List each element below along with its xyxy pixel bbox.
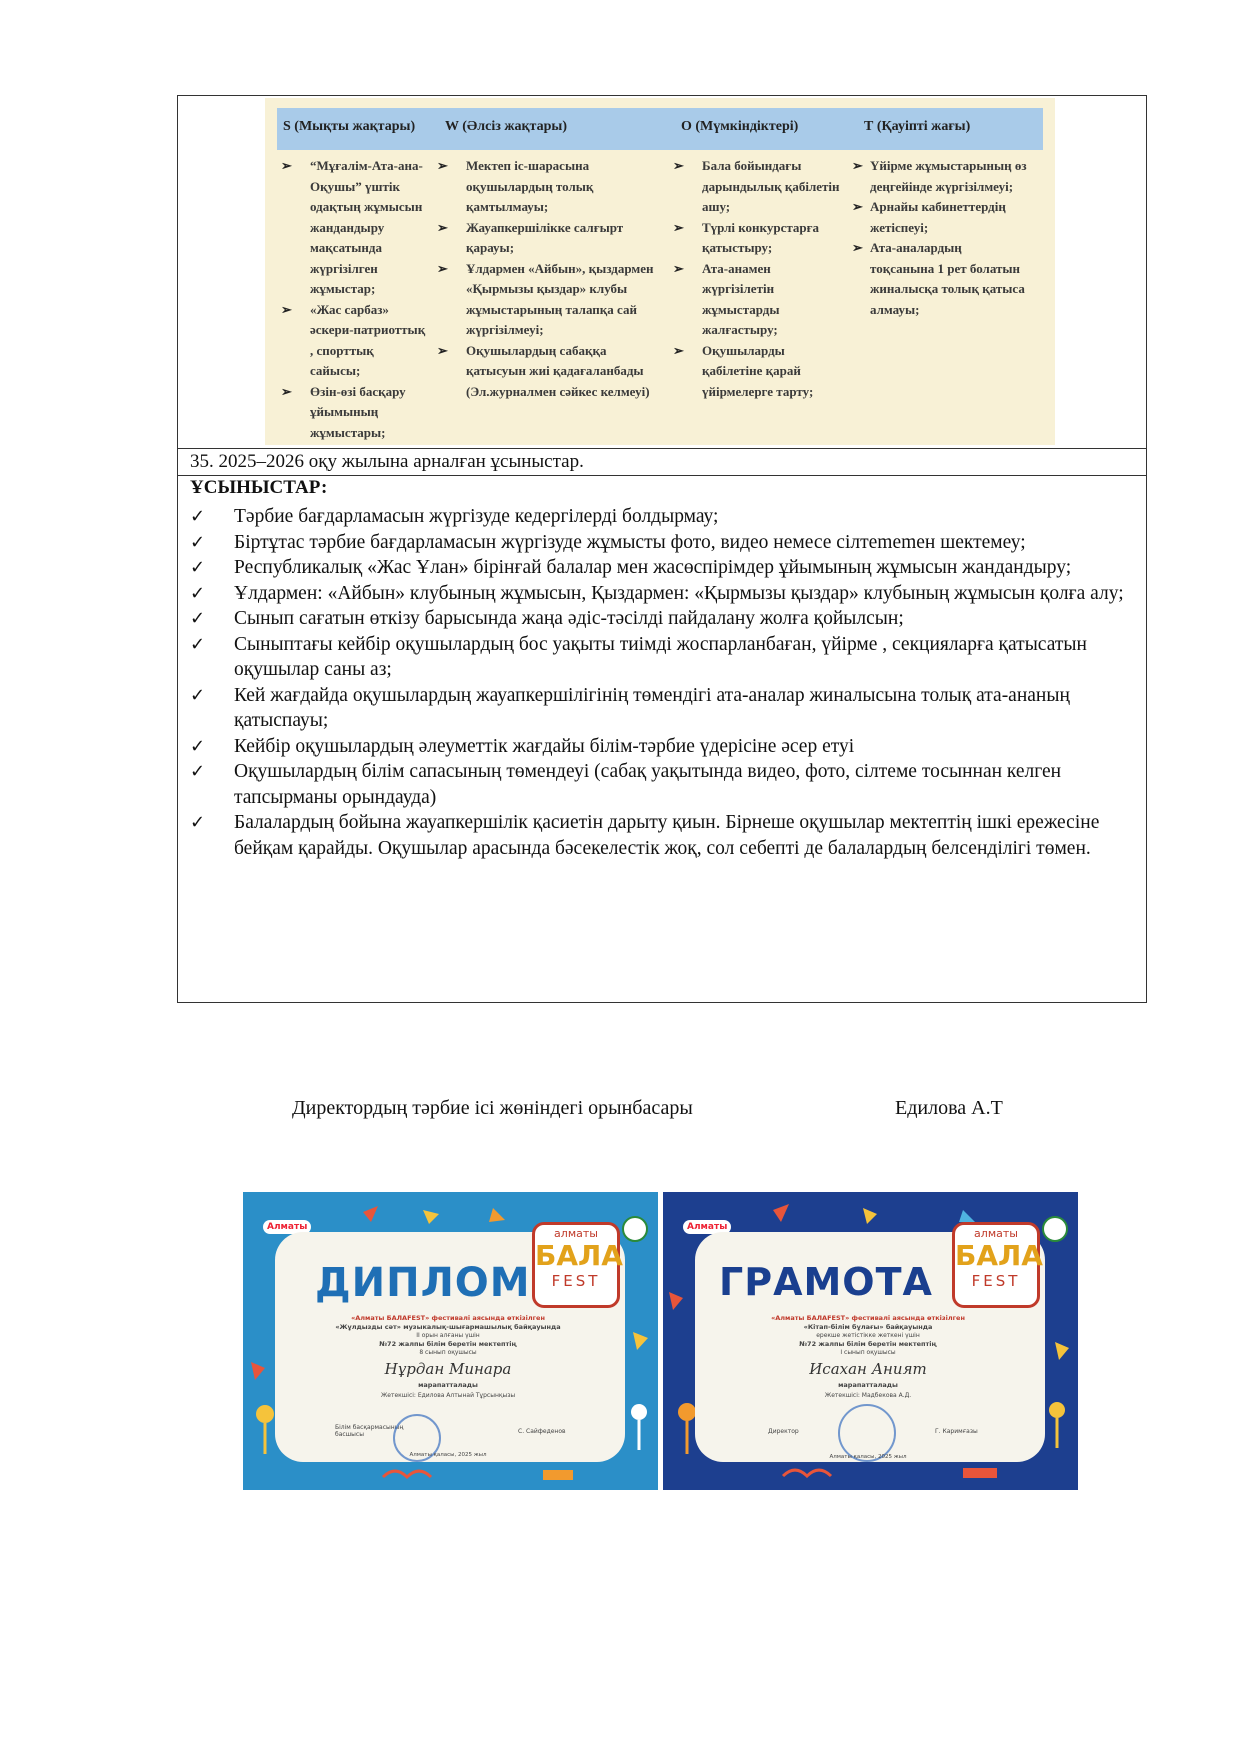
gramota-date: Алматы қаласы, 2025 жыл xyxy=(829,1454,907,1460)
recommendations-list xyxy=(188,504,1133,861)
gramota-line1: «Алматы БАЛАFEST» фестивалі аясында өткізілген xyxy=(771,1314,965,1322)
checkmark-icon: ✓ xyxy=(190,608,206,629)
recommendation-item: ✓ Біртұтас тәрбие бағдарламасын жүргізуде жұмысты фото, видео немесе сілтememен шектемеу; xyxy=(188,530,1133,556)
recommendation-item: ✓ Республикалық «Жас Ұлан» бірінғай балалар мен жасөспірімдер ұйымының жұмысын жандандыру; xyxy=(188,555,1133,581)
swot-header-w: W (Әлсіз жақтары) xyxy=(445,119,567,134)
diploma-recipient: Нұрдан Минара xyxy=(384,1360,512,1378)
recommendation-item: ✓ Тәрбие бағдарламасын жүргізуде кедергілерді болдырмау; xyxy=(188,504,1133,530)
arrow-icon: ➢ xyxy=(852,199,863,214)
arrow-icon: ➢ xyxy=(673,260,684,276)
checkmark-icon: ✓ xyxy=(190,582,206,604)
gramota-line4: №72 жалпы білім беретін мектептің xyxy=(799,1340,937,1348)
swot-w-item: ➢ Ұлдармен «Айбын», қыздармен «Қырмызы қыздар» клубы жұмыстарының талапқа сай жүргізілмеуі; xyxy=(437,260,654,337)
recommendation-item: ✓ Сынып сағатын өткізу барысында жаңа әдіс-тәсілді пайдалану жолға қойылсын; xyxy=(188,606,1133,632)
swot-w-item: ➢ Оқушылардың сабаққа қатысуын жиі қадағаланбады (Эл.журналмен сәйкес келмеуі) xyxy=(437,342,650,399)
checkmark-icon: ✓ xyxy=(190,531,206,553)
recommendation-item: ✓ Оқушылардың білім сапасының төмендеуі (сабақ уақытында видео, фото, сілтеме тосыннан келген тапсырманы орындауда) xyxy=(190,761,1062,808)
gramota-line5: I сынып оқушысы xyxy=(840,1349,896,1356)
checkmark-icon: ✓ xyxy=(190,557,206,578)
diploma-awarded: марапатталады xyxy=(418,1381,478,1389)
gramota-right-signatory: Г. Каримғазы xyxy=(935,1428,978,1435)
almaty-logo: Алматы xyxy=(263,1220,311,1234)
section-35-heading: 35. 2025–2026 оқу жылына арналған ұсыныстар. xyxy=(178,449,1146,476)
checkmark-icon: ✓ xyxy=(190,506,206,527)
swot-t-item: ➢ Ата-аналардың тоқсанына 1 рет болатын жиналысқа толық қатыса алмауы; xyxy=(852,240,1025,317)
diploma-title: ДИПЛОМ xyxy=(315,1260,531,1306)
swot-col-o xyxy=(669,156,843,402)
signature-name: Едилова А.Т xyxy=(895,1097,1003,1119)
swot-s-item: ➢ “Мұғалім-Ата-ана-Оқушы” үштік одақтың жұмысын жандандыру мақсатында жүргізілген жұмыстар; xyxy=(281,158,423,296)
diploma-photo xyxy=(243,1192,658,1490)
gramota-line3: ерекше жетістікке жеткені үшін xyxy=(816,1332,920,1339)
recommendation-item: ✓ Кей жағдайда оқушылардың жауапкершілігінің төмендігі ата-аналар жиналысына толық ата-ананың қатыспауы; xyxy=(190,684,1070,731)
arrow-icon: ➢ xyxy=(437,260,448,276)
gramota-recipient: Исахан Аният xyxy=(809,1360,927,1378)
swot-o-item: ➢ Ата-анамен жүргізілетін жұмыстарды жалғастыру; xyxy=(673,260,780,337)
swot-header-t: Т (Қауіпті жағы) xyxy=(864,119,971,134)
swot-header xyxy=(277,108,1043,150)
swot-col-w xyxy=(433,156,669,402)
swot-o-item: ➢ Оқушыларды қабілетіне қарай үйірмелерге тарту; xyxy=(673,342,814,399)
swot-s-item: ➢ «Жас сарбаз» әскери-патриоттық , спорттық сайысы; xyxy=(281,301,426,378)
emblem-icon xyxy=(622,1216,648,1242)
arrow-icon: ➢ xyxy=(673,342,684,358)
gramota-title: ГРАМОТА xyxy=(719,1260,933,1304)
balafest-logo: алматы БАЛА FEST xyxy=(952,1222,1040,1308)
recommendation-item: ✓ Ұлдармен: «Айбын» клубының жұмысын, Қыздармен: «Қырмызы қыздар» клубының жұмысын қолға алу; xyxy=(188,581,1133,607)
diploma-line1: «Алматы БАЛАFEST» фестивалі аясында өткізілген xyxy=(351,1314,545,1322)
report-table xyxy=(177,95,1147,1003)
swot-s-item: ➢ Өзін-өзі басқару ұйымының жұмыстары; xyxy=(281,383,406,440)
recommendations-title: ҰСЫНЫСТАР: xyxy=(190,477,328,498)
swot-header-o: О (Мүмкіндіктері) xyxy=(681,119,799,134)
almaty-logo: Алматы xyxy=(683,1220,731,1234)
diploma-left-signatory: Білім басқармасының басшысы xyxy=(335,1424,404,1438)
swot-col-s xyxy=(277,156,427,443)
diploma-line3: II орын алғаны үшін xyxy=(416,1332,480,1339)
swot-col-t xyxy=(852,156,1028,320)
diploma-right-signatory: С. Сайфеденов xyxy=(518,1428,566,1435)
emblem-icon xyxy=(1042,1216,1068,1242)
recommendation-item: ✓ Кейбір оқушылардың әлеуметтік жағдайы білім-тәрбие үдерісіне әсер етуі xyxy=(188,734,1133,760)
swot-t-item: ➢ Үйірме жұмыстарының өз деңгейінде жүргізілмеуі; xyxy=(852,158,1027,194)
balafest-logo: алматы БАЛА FEST xyxy=(532,1222,620,1308)
arrow-icon: ➢ xyxy=(673,158,684,173)
gramota-awarded: марапатталады xyxy=(838,1381,898,1389)
checkmark-icon: ✓ xyxy=(190,812,206,833)
arrow-icon: ➢ xyxy=(437,158,448,173)
arrow-icon: ➢ xyxy=(852,240,863,255)
arrow-icon: ➢ xyxy=(437,342,448,358)
checkmark-icon: ✓ xyxy=(190,761,206,782)
checkmark-icon: ✓ xyxy=(190,735,206,757)
recommendations-row xyxy=(178,476,1146,1002)
gramota-left-signatory: Директор xyxy=(768,1428,799,1435)
diploma-line4: №72 жалпы білім беретін мектептің xyxy=(379,1340,517,1348)
gramota-photo xyxy=(663,1192,1078,1490)
swot-image xyxy=(265,98,1055,445)
swot-w-item: ➢ Мектеп іс-шарасына оқушылардың толық қамтылмауы; xyxy=(437,158,594,214)
diploma-leader: Жетекшісі: Едилова Алтынай Тұрсынқызы xyxy=(380,1392,516,1399)
swot-header-s: S (Мықты жақтары) xyxy=(283,119,416,134)
signature-position: Директордың тәрбие ісі жөніндегі орынбасары xyxy=(292,1097,693,1119)
gramota-leader: Жетекшісі: Мадбекова А.Д. xyxy=(824,1392,912,1399)
diploma-line2: «Жұлдызды сәт» музыкалық-шығармашылық байқауында xyxy=(335,1323,561,1331)
diploma-line5: 8 сынып оқушысы xyxy=(419,1349,477,1356)
arrow-icon: ➢ xyxy=(281,158,292,173)
arrow-icon: ➢ xyxy=(281,301,292,317)
gramota-line2: «Кітап-білім бұлағы» байқауында xyxy=(803,1323,933,1331)
arrow-icon: ➢ xyxy=(673,219,684,235)
recommendation-item: ✓ Балалардың бойына жауапкершілік қасиетін дарыту қиын. Бірнеше оқушылар мектептің ішкі ережесіне бейқам қарайды. Оқушылар арасында бәсекелестік жоқ, сол себепті де балалардың белсенділігі төмен. xyxy=(190,812,1100,859)
swot-t-item: ➢ Арнайы кабинеттердің жетіспеуі; xyxy=(852,199,1006,235)
swot-o-item: ➢ Түрлі конкурстарға қатыстыру; xyxy=(673,219,820,255)
recommendation-item: ✓ Сыныптағы кейбір оқушылардың бос уақыты тиімді жоспарланбаған, үйірме , секцияларға қатысатын оқушылар саны аз; xyxy=(190,633,1087,680)
swot-w-item: ➢ Жауапкершілікке салғырт қарауы; xyxy=(437,219,624,255)
arrow-icon: ➢ xyxy=(281,383,292,399)
swot-o-item: ➢ Бала бойындағы дарындылық қабілетін ашу; xyxy=(673,158,840,214)
arrow-icon: ➢ xyxy=(437,219,448,235)
swot-row xyxy=(178,96,1146,449)
checkmark-icon: ✓ xyxy=(190,684,206,706)
arrow-icon: ➢ xyxy=(852,158,863,173)
checkmark-icon: ✓ xyxy=(190,633,206,655)
diploma-date: Алматы қаласы, 2025 жыл xyxy=(409,1452,487,1458)
